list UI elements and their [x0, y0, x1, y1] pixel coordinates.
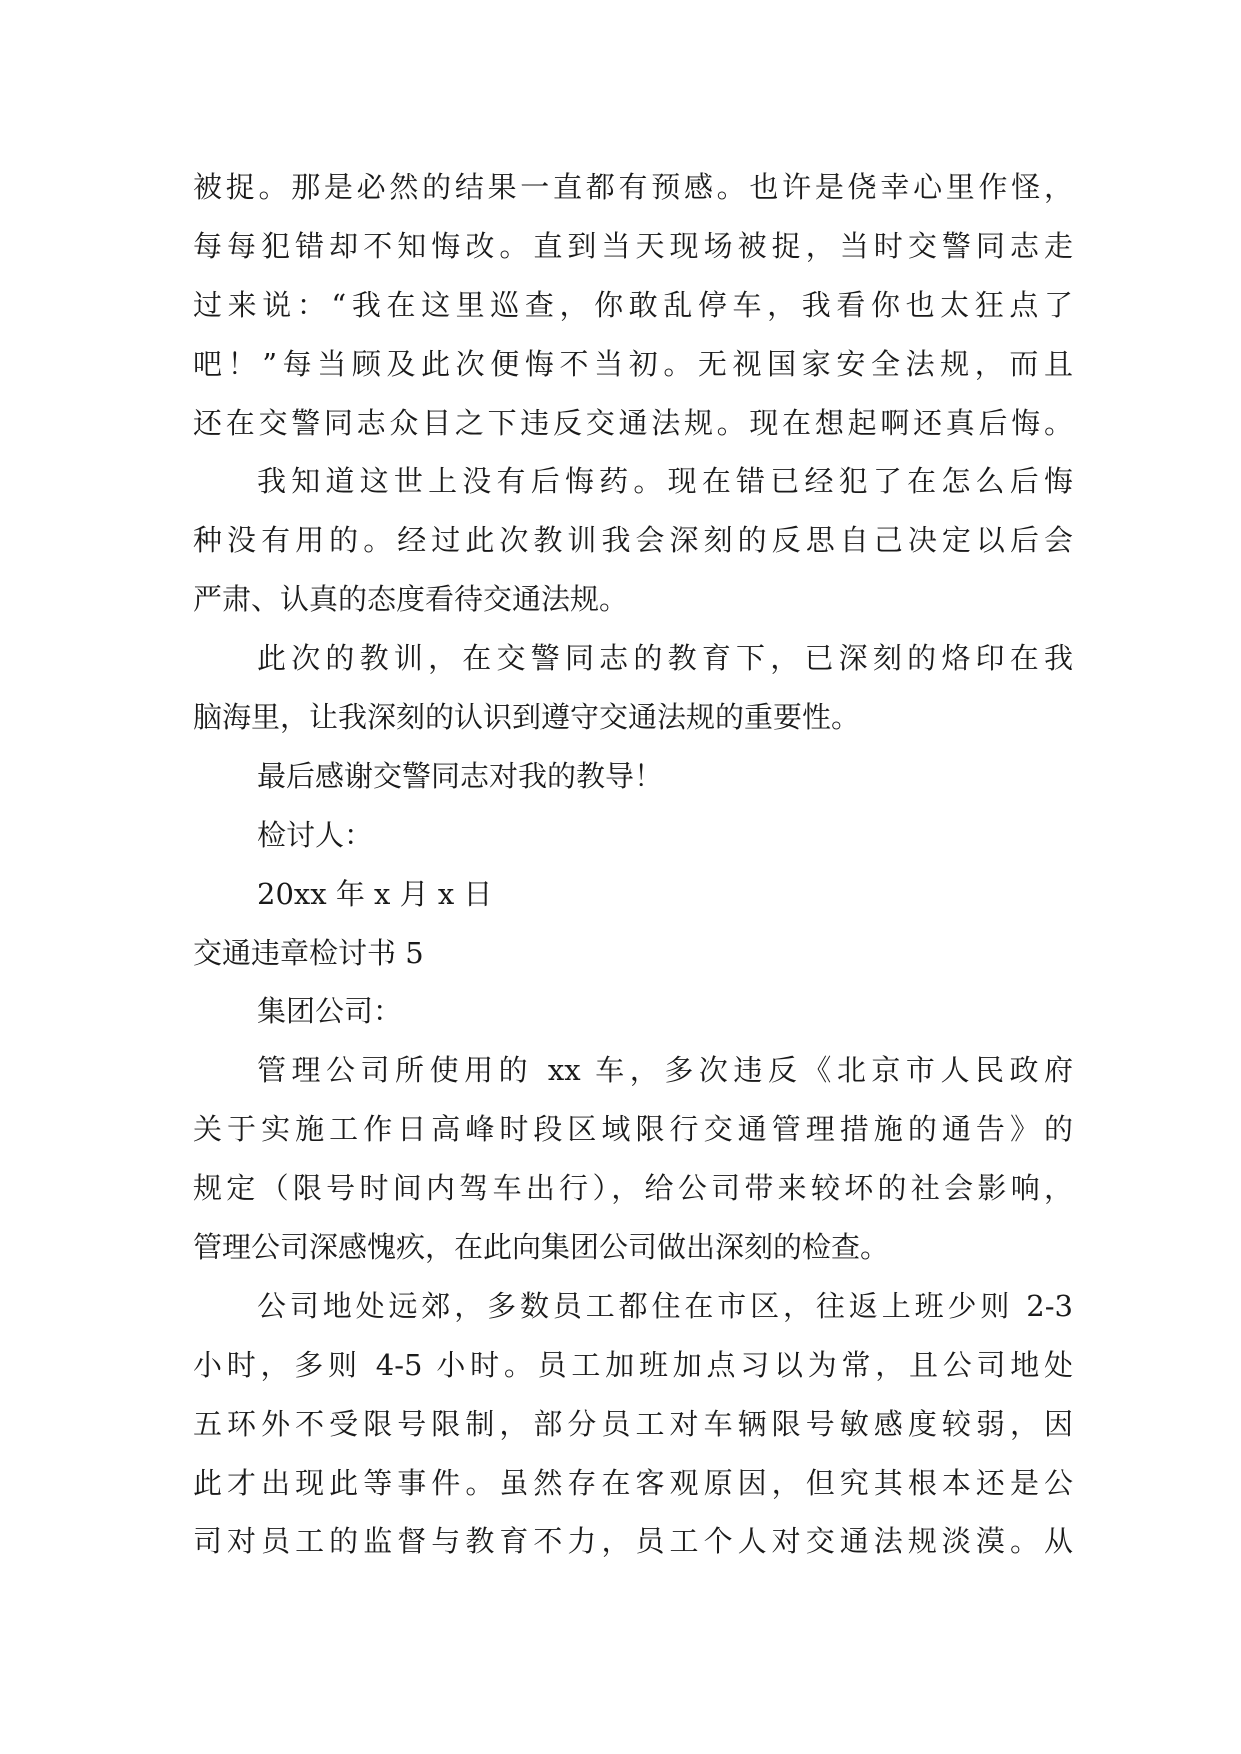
paragraph-line: 关于实施工作日高峰时段区域限行交通管理措施的通告》的 — [193, 1112, 1073, 1147]
paragraph-line: 管理公司深感愧疚，在此向集团公司做出深刻的检查。 — [193, 1230, 890, 1265]
signature-label: 检讨人： — [257, 817, 374, 852]
paragraph-line: 我知道这世上没有后悔药。现在错已经犯了在怎么后悔 — [257, 464, 1073, 499]
paragraph-line: 脑海里，让我深刻的认识到遵守交通法规的重要性。 — [193, 700, 861, 735]
paragraph-line: 此次的教训，在交警同志的教育下，已深刻的烙印在我 — [257, 641, 1073, 676]
paragraph-line: 被捉。那是必然的结果一直都有预感。也许是侥幸心里作怪， — [193, 170, 1073, 204]
paragraph-line: 种没有用的。经过此次教训我会深刻的反思自己决定以后会 — [193, 523, 1073, 558]
paragraph-line: 小时，多则 4-5 小时。员工加班加点习以为常，且公司地处 — [193, 1347, 1073, 1382]
document-body — [193, 158, 1073, 1571]
paragraph-line: 过来说：“我在这里巡查，你敢乱停车，我看你也太狂点了 — [193, 287, 1073, 322]
paragraph-line: 规定（限号时间内驾车出行），给公司带来较坏的社会影响， — [193, 1171, 1073, 1206]
section-heading: 交通违章检讨书 5 — [193, 935, 424, 970]
paragraph-line: 公司地处远郊，多数员工都住在市区，往返上班少则 2-3 — [257, 1288, 1073, 1323]
paragraph-line: 严肃、认真的态度看待交通法规。 — [193, 582, 629, 617]
paragraph-line: 每每犯错却不知悔改。直到当天现场被捉，当时交警同志走 — [193, 228, 1073, 263]
paragraph-line: 司对员工的监督与教育不力，员工个人对交通法规淡漠。从 — [193, 1524, 1073, 1559]
paragraph-line: 此才出现此等事件。虽然存在客观原因，但究其根本还是公 — [193, 1465, 1073, 1500]
paragraph-line: 还在交警同志众目之下违反交通法规。现在想起啊还真后悔。 — [193, 405, 1073, 440]
paragraph-line: 五环外不受限号限制，部分员工对车辆限号敏感度较弱，因 — [193, 1406, 1073, 1441]
closing-thanks: 最后感谢交警同志对我的教导！ — [257, 758, 664, 793]
salutation: 集团公司： — [257, 994, 403, 1029]
paragraph-line: 管理公司所使用的 xx 车，多次违反《北京市人民政府 — [257, 1053, 1073, 1088]
date-line: 20xx 年 x 月 x 日 — [257, 876, 493, 911]
paragraph-line: 吧！”每当顾及此次便悔不当初。无视国家安全法规，而且 — [193, 346, 1073, 381]
